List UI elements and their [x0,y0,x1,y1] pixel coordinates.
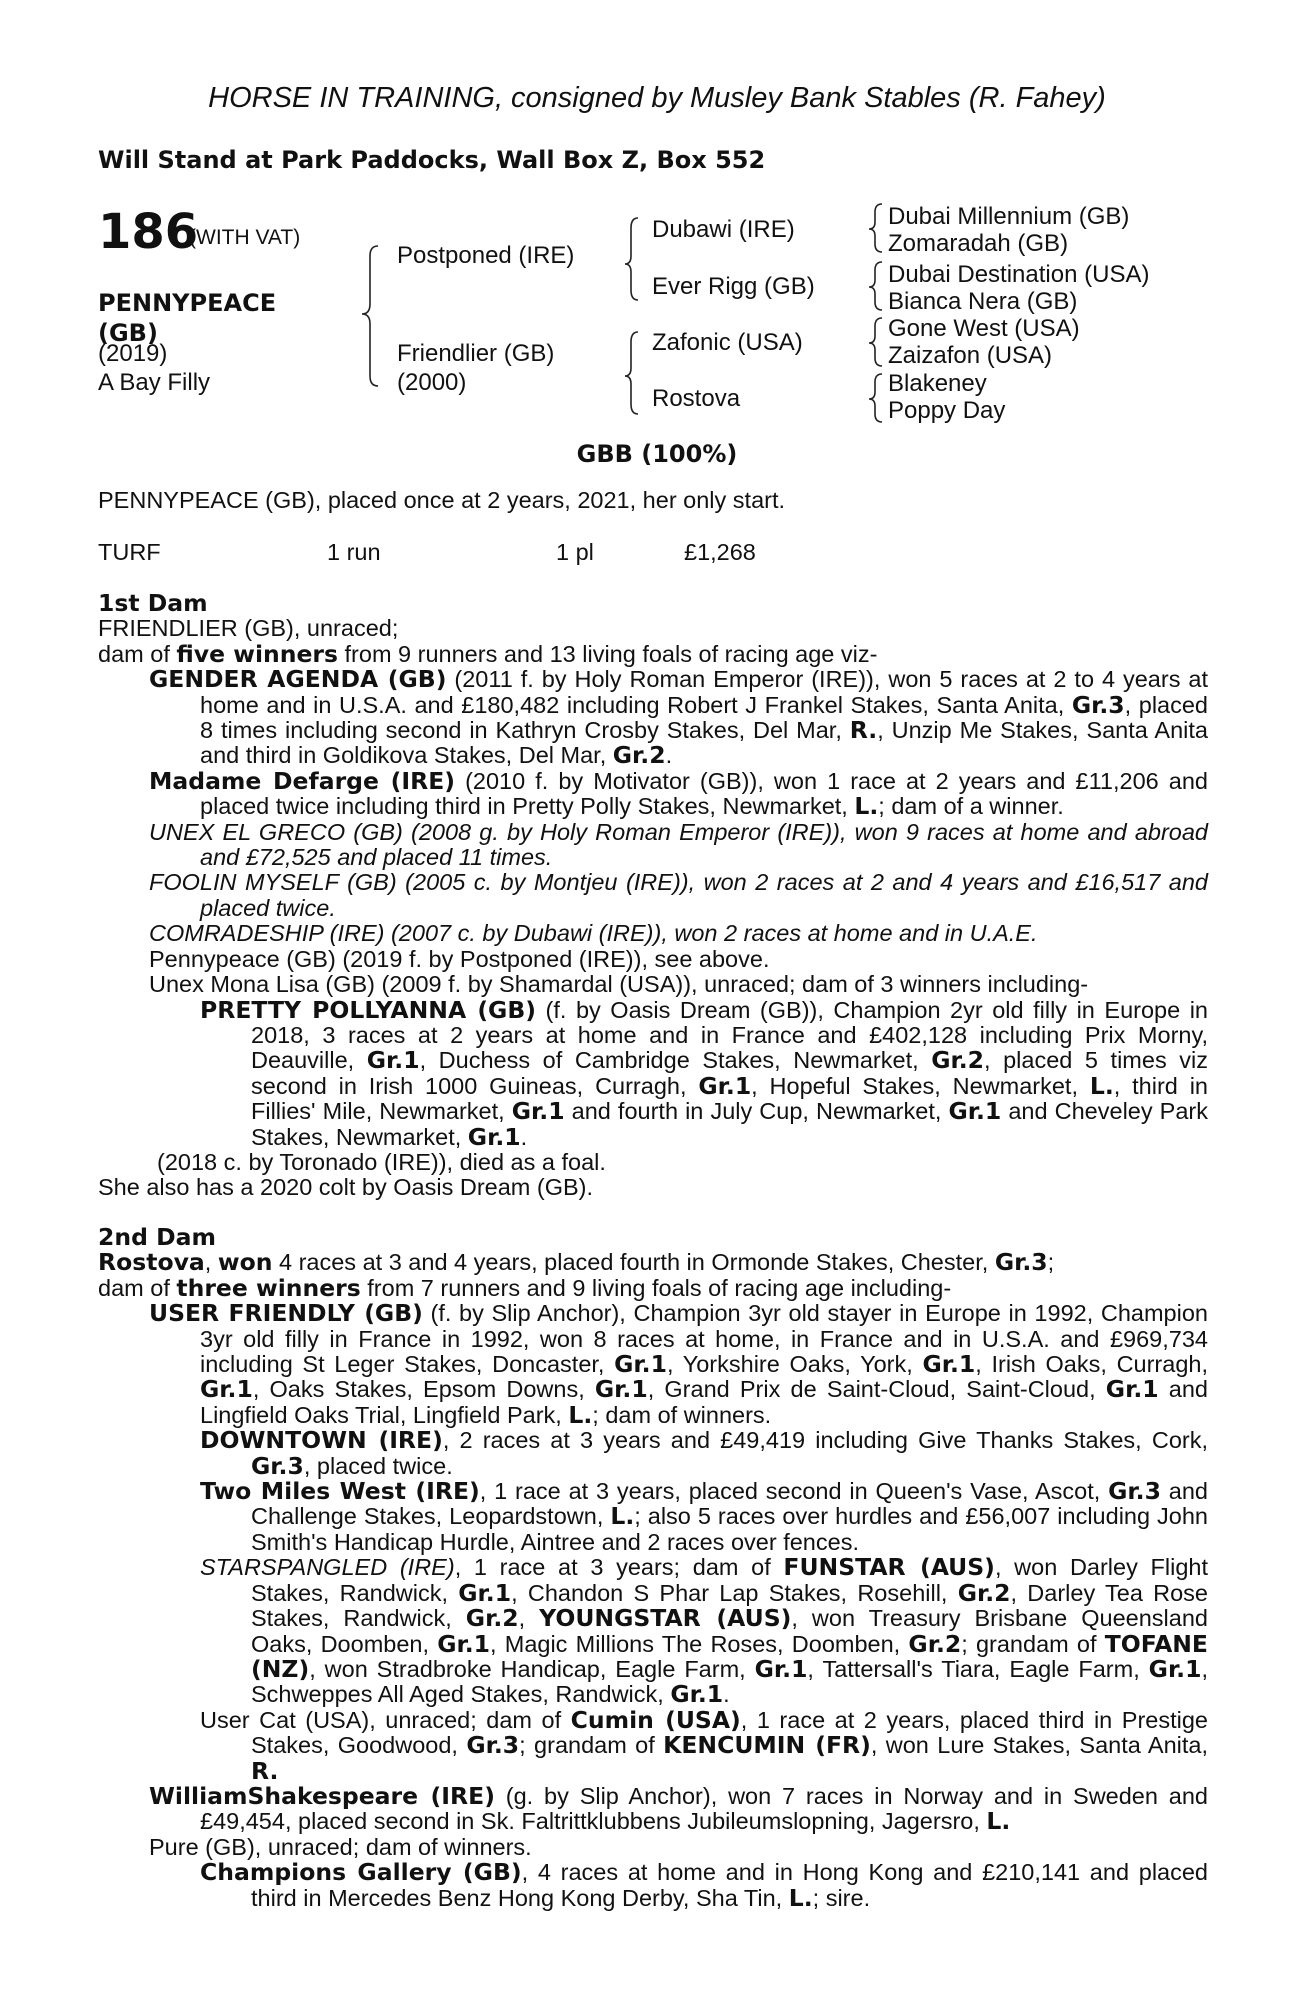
page-heading: HORSE IN TRAINING, consigned by Musley Bank Stables (R. Fahey) [208,82,1106,114]
pedigree-g3: Dubai Destination (USA) [888,261,1150,288]
pedigree-dam: Friendlier (GB) [397,340,555,367]
first-dam-heading: 1st Dam [98,589,208,617]
pedigree-dam-year: (2000) [397,369,467,396]
pedigree-g2: Zomaradah (GB) [888,230,1069,257]
record-placed: 1 pl [556,539,594,565]
produce-champions-gallery: Champions Gallery (GB), 4 races at home and in Hong Kong and £210,141 and placed third in Mercedes Benz Hong Kong Derby, Sha Tin, L.; sire. [200,1858,1208,1912]
horse-year: (2019) [98,340,168,367]
pedigree-dam-dam: Rostova [652,385,741,412]
pedigree-bracket-g2 [869,262,882,310]
produce-unex-el-greco: UNEX EL GRECO (GB) (2008 g. by Holy Roman Emperor (IRE)), won 9 races at home and abroad and £72,525 and placed 11 times. [149,818,1208,871]
produce-gender-agenda: GENDER AGENDA (GB) (2011 f. by Holy Roman Emperor (IRE)), won 5 races at 2 to 4 years at home and in U.S.A. and £180,482 including Robert J Frankel Stakes, Santa Anita, Gr.3, placed 8 times including second in Kathryn Crosby Stakes, Del Mar, R., Unzip Me Stakes, Santa Anita and third in Goldikova Stakes, Del Mar, Gr.2. [149,665,1209,770]
produce-pennypeace: Pennypeace (GB) (2019 f. by Postponed (IRE)), see above. [149,945,770,972]
produce-starspangled: STARSPANGLED (IRE), 1 race at 3 years; dam of FUNSTAR (AUS), won Darley Flight Stakes, Randwick, Gr.1, Chandon S Phar Lap Stakes, Rosehill, Gr.2, Darley Tea Rose Stakes, Randwick, Gr.2, YOUNGSTAR (AUS), won Treasury Brisbane Queensland Oaks, Doomben, Gr.1, Magic Millions The Roses, Doomben, Gr.2; grandam of TOFANE (NZ), won Stradbroke Handicap, Eagle Farm, Gr.1, Tattersall's Tiara, Eagle Farm, Gr.1, Schweppes All Aged Stakes, Randwick, Gr.1. [200,1553,1208,1709]
pedigree-g6: Zaizafon (USA) [888,342,1053,369]
second-dam-line: Rostova, won 4 races at 3 and 4 years, placed fourth in Ormonde Stakes, Chester, Gr.3; [98,1248,1055,1277]
horse-name-line2: (GB) [98,319,158,347]
pedigree-bracket-main [362,246,378,386]
stand-location: Will Stand at Park Paddocks, Wall Box Z, Box 552 [98,146,766,174]
produce-pretty-pollyanna: PRETTY POLLYANNA (GB) (f. by Oasis Dream (GB)), Champion 2yr old filly in Europe in 2018, 3 races at 2 years at home and in France and £402,128 including Prix Morny, Deauville, Gr.1, Duchess of Cambridge Stakes, Newmarket, Gr.2, placed 5 times viz second in Irish 1000 Guineas, Curragh, Gr.1, Hopeful Stakes, Newmarket, L., third in Fillies' Mile, Newmarket, Gr.1 and fourth in July Cup, Newmarket, Gr.1 and Cheveley Park Stakes, Newmarket, Gr.1. [200,995,1209,1151]
produce-unex-mona-lisa: Unex Mona Lisa (GB) (2009 f. by Shamardal (USA)), unraced; dam of 3 winners including- [149,971,1089,998]
pedigree-g1: Dubai Millennium (GB) [888,203,1130,230]
pedigree-g5: Gone West (USA) [888,315,1080,342]
pedigree-g7: Blakeney [888,370,987,397]
produce-two-miles-west: Two Miles West (IRE), 1 race at 3 years, placed second in Queen's Vase, Ascot, Gr.3 and Challenge Stakes, Leopardstown, L.; also 5 races over hurdles and £56,007 including John Smith's Handicap Hurdle, Aintree and 2 races over fences. [200,1477,1208,1555]
first-dam-section [98,591,1208,1201]
produce-user-friendly: USER FRIENDLY (GB) (f. by Slip Anchor), Champion 3yr old stayer in Europe in 1992, Champion 3yr old filly in France in 1992, won 8 races at home, in France and in U.S.A. and £969,734 including St Leger Stakes, Doncaster, Gr.1, Yorkshire Oaks, York, Gr.1, Irish Oaks, Curragh, Gr.1, Oaks Stakes, Epsom Downs, Gr.1, Grand Prix de Saint-Cloud, Saint-Cloud, Gr.1 and Lingfield Oaks Trial, Lingfield Park, L.; dam of winners. [149,1299,1208,1429]
second-dam-heading: 2nd Dam [98,1223,216,1251]
record-earnings: £1,268 [684,539,756,565]
produce-2018-colt: (2018 c. by Toronado (IRE)), died as a foal. [157,1148,606,1175]
pedigree-g8: Poppy Day [888,397,1006,424]
horse-name-line1: PENNYPEACE [98,289,277,317]
vat-note: (WITH VAT) [189,226,301,249]
gbb-percentage: GBB (100%) [576,440,738,468]
pedigree-bracket-g4 [869,374,882,422]
record-runs: 1 run [327,539,381,565]
pedigree-sire: Postponed (IRE) [397,242,575,269]
pedigree-sire-sire: Dubawi (IRE) [652,216,795,243]
second-dam-section [98,1225,1208,1911]
produce-foolin-myself: FOOLIN MYSELF (GB) (2005 c. by Montjeu (IRE)), won 2 races at 2 and 4 years and £16,517 and placed twice. [149,869,1208,921]
first-dam-line: FRIENDLIER (GB), unraced; [98,615,399,642]
horse-description: A Bay Filly [98,369,211,396]
pedigree-dam-sire: Zafonic (USA) [652,329,803,356]
pedigree-bracket-sire [625,218,638,300]
produce-william-shakespeare: WilliamShakespeare (IRE) (g. by Slip Anchor), won 7 races in Norway and in Sweden and £49,454, placed second in Sk. Faltrittklubbens Jubileumslopning, Jagersro, L. [149,1781,1208,1836]
pedigree-sire-dam: Ever Rigg (GB) [652,273,815,300]
race-summary: PENNYPEACE (GB), placed once at 2 years, 2021, her only start. [98,487,786,513]
first-dam-produce-line: dam of five winners from 9 runners and 13 living foals of racing age viz- [98,639,878,668]
pedigree-bracket-dam [625,332,638,414]
produce-comradeship: COMRADESHIP (IRE) (2007 c. by Dubawi (IRE)), won 2 races at home and in U.A.E. [149,920,1038,947]
produce-user-cat: User Cat (USA), unraced; dam of Cumin (USA), 1 race at 2 years, placed third in Prestige Stakes, Goodwood, Gr.3; grandam of KENCUMIN (FR), won Lure Stakes, Santa Anita, R. [200,1705,1208,1785]
record-surface: TURF [98,539,161,565]
produce-downtown: DOWNTOWN (IRE), 2 races at 3 years and £49,419 including Give Thanks Stakes, Cork, Gr.3, placed twice. [200,1426,1208,1480]
second-dam-produce-line: dam of three winners from 7 runners and 9 living foals of racing age including- [98,1273,952,1302]
pedigree-bracket-g3 [869,318,882,366]
produce-2020-colt: She also has a 2020 colt by Oasis Dream (GB). [98,1174,594,1201]
pedigree-g4: Bianca Nera (GB) [888,288,1078,315]
lot-number: 186 [98,204,199,260]
pedigree-bracket-g1 [869,204,882,252]
produce-madame-defarge: Madame Defarge (IRE) (2010 f. by Motivator (GB)), won 1 race at 2 years and £11,206 and placed twice including third in Pretty Polly Stakes, Newmarket, L.; dam of a winner. [149,766,1208,821]
produce-pure: Pure (GB), unraced; dam of winners. [149,1833,532,1860]
